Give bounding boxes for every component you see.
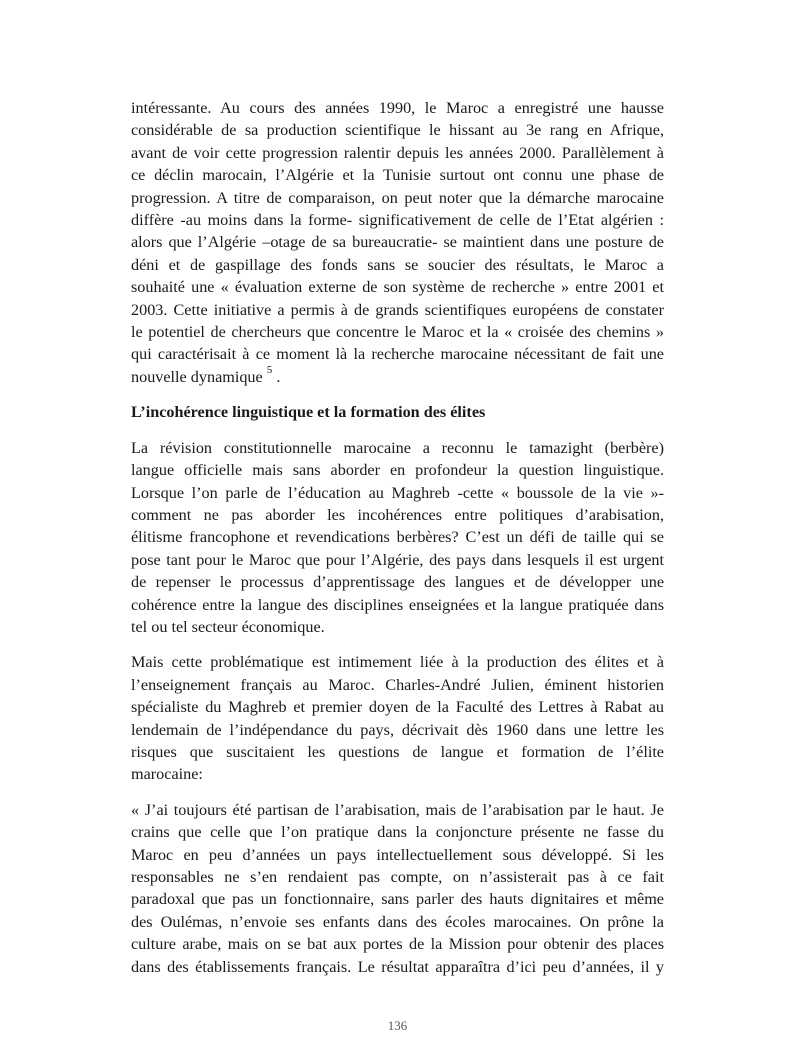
- paragraph-research: [131, 97, 664, 388]
- text-line: intéressante. Au cours des années 1990, le Maroc a enregistré une hausse: [131, 99, 664, 117]
- text-line: Maroc en peu d’années un pays intellectuellement sous développé. Si les: [131, 845, 664, 864]
- document-page: [131, 97, 664, 991]
- text-line: lendemain de l’indépendance du pays, décrivait dès 1960 dans une lettre les: [131, 720, 664, 739]
- text-line: « J’ai toujours été partisan de l’arabisation, mais de l’arabisation par le haut. Je: [131, 800, 664, 819]
- text-line: Mais cette problématique est intimement liée à la production des élites et à: [131, 653, 664, 672]
- text-fragment: nouvelle dynamique: [131, 367, 267, 386]
- text-line: La révision constitutionnelle marocaine a reconnu le tamazight (berbère): [131, 438, 664, 457]
- text-line: crains que celle que l’on pratique dans la conjoncture présente ne fasse du: [131, 823, 664, 842]
- paragraph-linguistic: [131, 437, 664, 639]
- text-line: alors que l’Algérie –otage de sa bureaucratie- se maintient dans une posture de: [131, 233, 664, 252]
- text-line: marocaine:: [131, 765, 203, 784]
- text-line: pose tant pour le Maroc que pour l’Algérie, des pays dans lesquels il est urgent: [131, 550, 664, 569]
- paragraph-quote: [131, 799, 664, 978]
- text-line: responsables ne s’en rendaient pas compte, on n’assisterait pas à ce fait: [131, 868, 664, 886]
- text-line: ce déclin marocain, l’Algérie et la Tunisie surtout ont connu une phase de: [131, 166, 664, 185]
- text-line: avant de voir cette progression ralentir depuis les années 2000. Parallèlement à: [131, 143, 664, 162]
- page-number: 136: [387, 1018, 408, 1033]
- text-line: le potentiel de chercheurs que concentre le Maroc et la « croisée des chemins »: [131, 323, 664, 342]
- text-line: des Oulémas, n’envoie ses enfants dans des écoles marocaines. On prône la: [131, 912, 664, 931]
- text-line: cohérence entre la langue des disciplines enseignées et la langue pratiquée dans: [131, 595, 664, 614]
- text-line: 2003. Cette initiative a permis à de grands scientifiques européens de constater: [131, 300, 664, 319]
- text-line: élitisme francophone et revendications berbères? C’est un défi de taille qui se: [131, 528, 664, 547]
- text-line-last: [131, 366, 664, 388]
- text-line: paradoxal que pas un fonctionnaire, sans parler des hauts dignitaires et même: [131, 890, 664, 909]
- text-line: déni et de gaspillage des fonds sans se soucier des résultats, le Maroc a: [131, 255, 664, 274]
- text-line: de repenser le processus d’apprentissage des langues et de développer une: [131, 573, 664, 592]
- text-fragment: .: [272, 367, 281, 386]
- text-line: risques que suscitaient les questions de langue et formation de l’élite: [131, 742, 664, 761]
- text-line: qui caractérisait à ce moment là la recherche marocaine nécessitant de fait une: [131, 345, 664, 364]
- text-line: considérable de sa production scientifique le hissant au 3e rang en Afrique,: [131, 121, 664, 140]
- text-line: l’enseignement français au Maroc. Charles-André Julien, éminent historien: [131, 675, 664, 694]
- section-heading: L’incohérence linguistique et la formation des élites: [131, 403, 486, 422]
- text-line: Lorsque l’on parle de l’éducation au Maghreb -cette « boussole de la vie »-: [131, 483, 664, 502]
- text-line: comment ne pas aborder les incohérences entre politiques d’arabisation,: [131, 505, 664, 524]
- text-line: diffère -au moins dans la forme- significativement de celle de l’Etat algérien :: [131, 211, 664, 230]
- text-line: dans des établissements français. Le résultat apparaîtra d’ici peu d’années, il y: [131, 957, 664, 976]
- text-line: spécialiste du Maghreb et premier doyen de la Faculté des Lettres à Rabat au: [131, 698, 664, 717]
- text-line: progression. A titre de comparaison, on peut noter que la démarche marocaine: [131, 188, 664, 207]
- paragraph-elites: [131, 651, 664, 785]
- text-line: tel ou tel secteur économique.: [131, 617, 325, 636]
- text-line: langue officielle mais sans aborder en profondeur la question linguistique.: [131, 461, 664, 480]
- footnote-reference[interactable]: 5: [266, 364, 273, 377]
- text-line: culture arabe, mais on se bat aux portes de la Mission pour obtenir des places: [131, 935, 664, 954]
- text-line: souhaité une « évaluation externe de son système de recherche » entre 2001 et: [131, 278, 664, 297]
